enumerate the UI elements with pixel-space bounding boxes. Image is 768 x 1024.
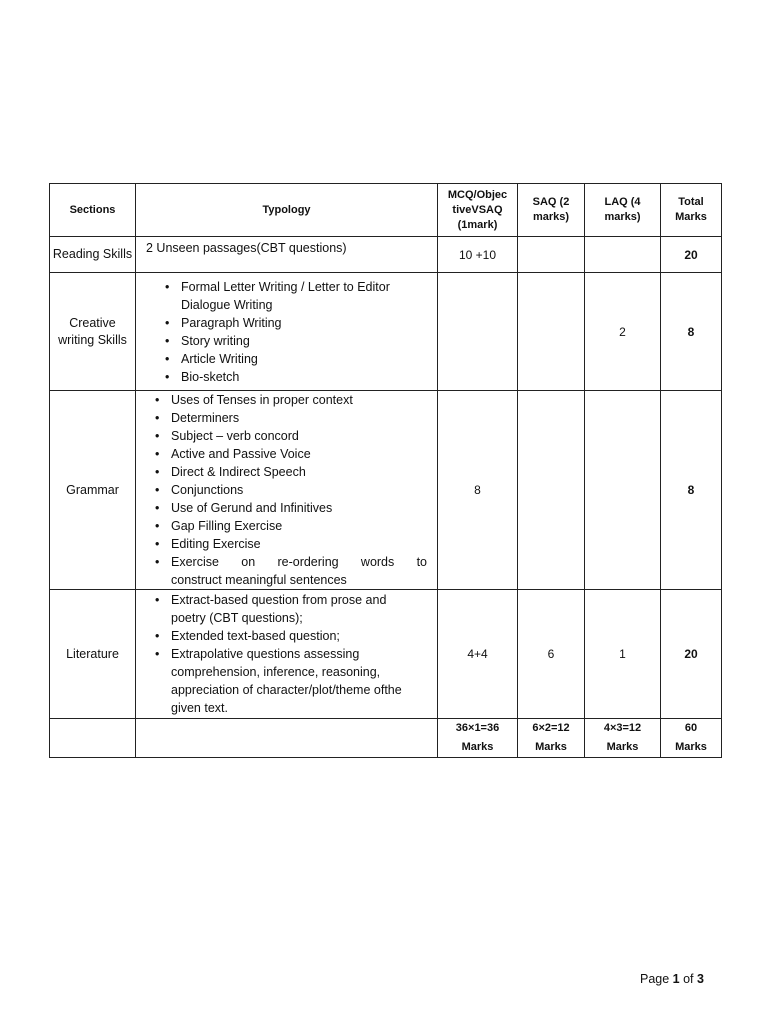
current-page: 1 [672, 972, 680, 986]
table-row-creative [50, 273, 722, 391]
totals-empty-cell [136, 719, 438, 758]
list-item: • Exercise on re-ordering words to [171, 553, 427, 571]
header-saq: SAQ (2 marks) [518, 184, 585, 237]
totals-row [50, 719, 722, 758]
list-item: • Active and Passive Voice [171, 445, 427, 463]
grand-total-unit: Marks [675, 741, 707, 753]
list-item: • Gap Filling Exercise [171, 517, 427, 535]
total-value: 20 [661, 237, 722, 273]
header-mcq: MCQ/Objec tiveVSAQ (1mark) [438, 184, 518, 237]
section-name: Grammar [50, 391, 136, 590]
list-item: Dialogue Writing [181, 297, 273, 312]
mcq-total [438, 719, 518, 758]
header-total: Total Marks [661, 184, 722, 237]
page-mid: of [679, 972, 697, 986]
section-name: Reading Skills [50, 237, 136, 273]
laq-value [585, 237, 661, 273]
list-item: construct meaningful sentences [171, 573, 347, 587]
header-sections: Sections [50, 184, 136, 237]
total-value: 8 [661, 273, 722, 391]
mcq-total-formula: 36×1=36 [455, 722, 500, 734]
list-item: • Paragraph Writing [181, 314, 427, 332]
total-value: 20 [661, 590, 722, 719]
list-item: • Extrapolative questions assessing [171, 645, 427, 663]
section-name: Literature [50, 590, 136, 719]
list-item: • Subject – verb concord [171, 427, 427, 445]
list-item: • Story writing [181, 332, 427, 350]
page-prefix: Page [640, 972, 673, 986]
list-item: • Determiners [171, 409, 427, 427]
mcq-total-unit: Marks [461, 741, 494, 753]
list-item: • Direct & Indirect Speech [171, 463, 427, 481]
laq-value [585, 391, 661, 590]
laq-total-unit: Marks [606, 741, 639, 753]
laq-total [585, 719, 661, 758]
mcq-value [438, 273, 518, 391]
list-item: • Uses of Tenses in proper context [171, 391, 427, 409]
saq-total-formula: 6×2=12 [532, 722, 570, 734]
marks-distribution-table [49, 183, 722, 758]
saq-value [518, 237, 585, 273]
list-item: comprehension, inference, reasoning, [171, 665, 381, 679]
list-item: poetry (CBT questions); [171, 611, 303, 625]
saq-value [518, 391, 585, 590]
laq-value: 2 [585, 273, 661, 391]
header-row [50, 184, 722, 237]
typology-text: 2 Unseen passages(CBT questions) [136, 237, 438, 273]
table-row-reading [50, 237, 722, 273]
laq-value: 1 [585, 590, 661, 719]
grand-total-value: 60 [684, 722, 698, 734]
list-item: • Extended text-based question; [171, 627, 427, 645]
header-laq: LAQ (4 marks) [585, 184, 661, 237]
total-pages: 3 [697, 972, 704, 986]
saq-total [518, 719, 585, 758]
saq-value [518, 273, 585, 391]
header-typology: Typology [136, 184, 438, 237]
mcq-value: 4+4 [438, 590, 518, 719]
typology-list [136, 590, 438, 719]
list-item: • Formal Letter Writing / Letter to Editor [181, 278, 427, 296]
list-item: given text. [171, 701, 228, 715]
list-item: • Editing Exercise [171, 535, 427, 553]
saq-total-unit: Marks [535, 741, 567, 753]
section-name: Creative writing Skills [50, 273, 136, 391]
list-item: • Article Writing [181, 350, 427, 368]
list-item: • Bio-sketch [181, 368, 427, 386]
typology-list [136, 391, 438, 590]
mcq-value: 8 [438, 391, 518, 590]
list-item: • Conjunctions [171, 481, 427, 499]
grand-total [661, 719, 722, 758]
list-item: • Extract-based question from prose and [171, 591, 427, 609]
saq-value: 6 [518, 590, 585, 719]
typology-list [136, 273, 438, 391]
table-row-literature [50, 590, 722, 719]
mcq-value: 10 +10 [438, 237, 518, 273]
laq-total-formula: 4×3=12 [603, 722, 642, 734]
list-item: • Use of Gerund and Infinitives [171, 499, 427, 517]
table-row-grammar [50, 391, 722, 590]
totals-empty-cell [50, 719, 136, 758]
total-value: 8 [661, 391, 722, 590]
list-item: appreciation of character/plot/theme ofthe [171, 683, 402, 697]
page-number [640, 972, 704, 986]
